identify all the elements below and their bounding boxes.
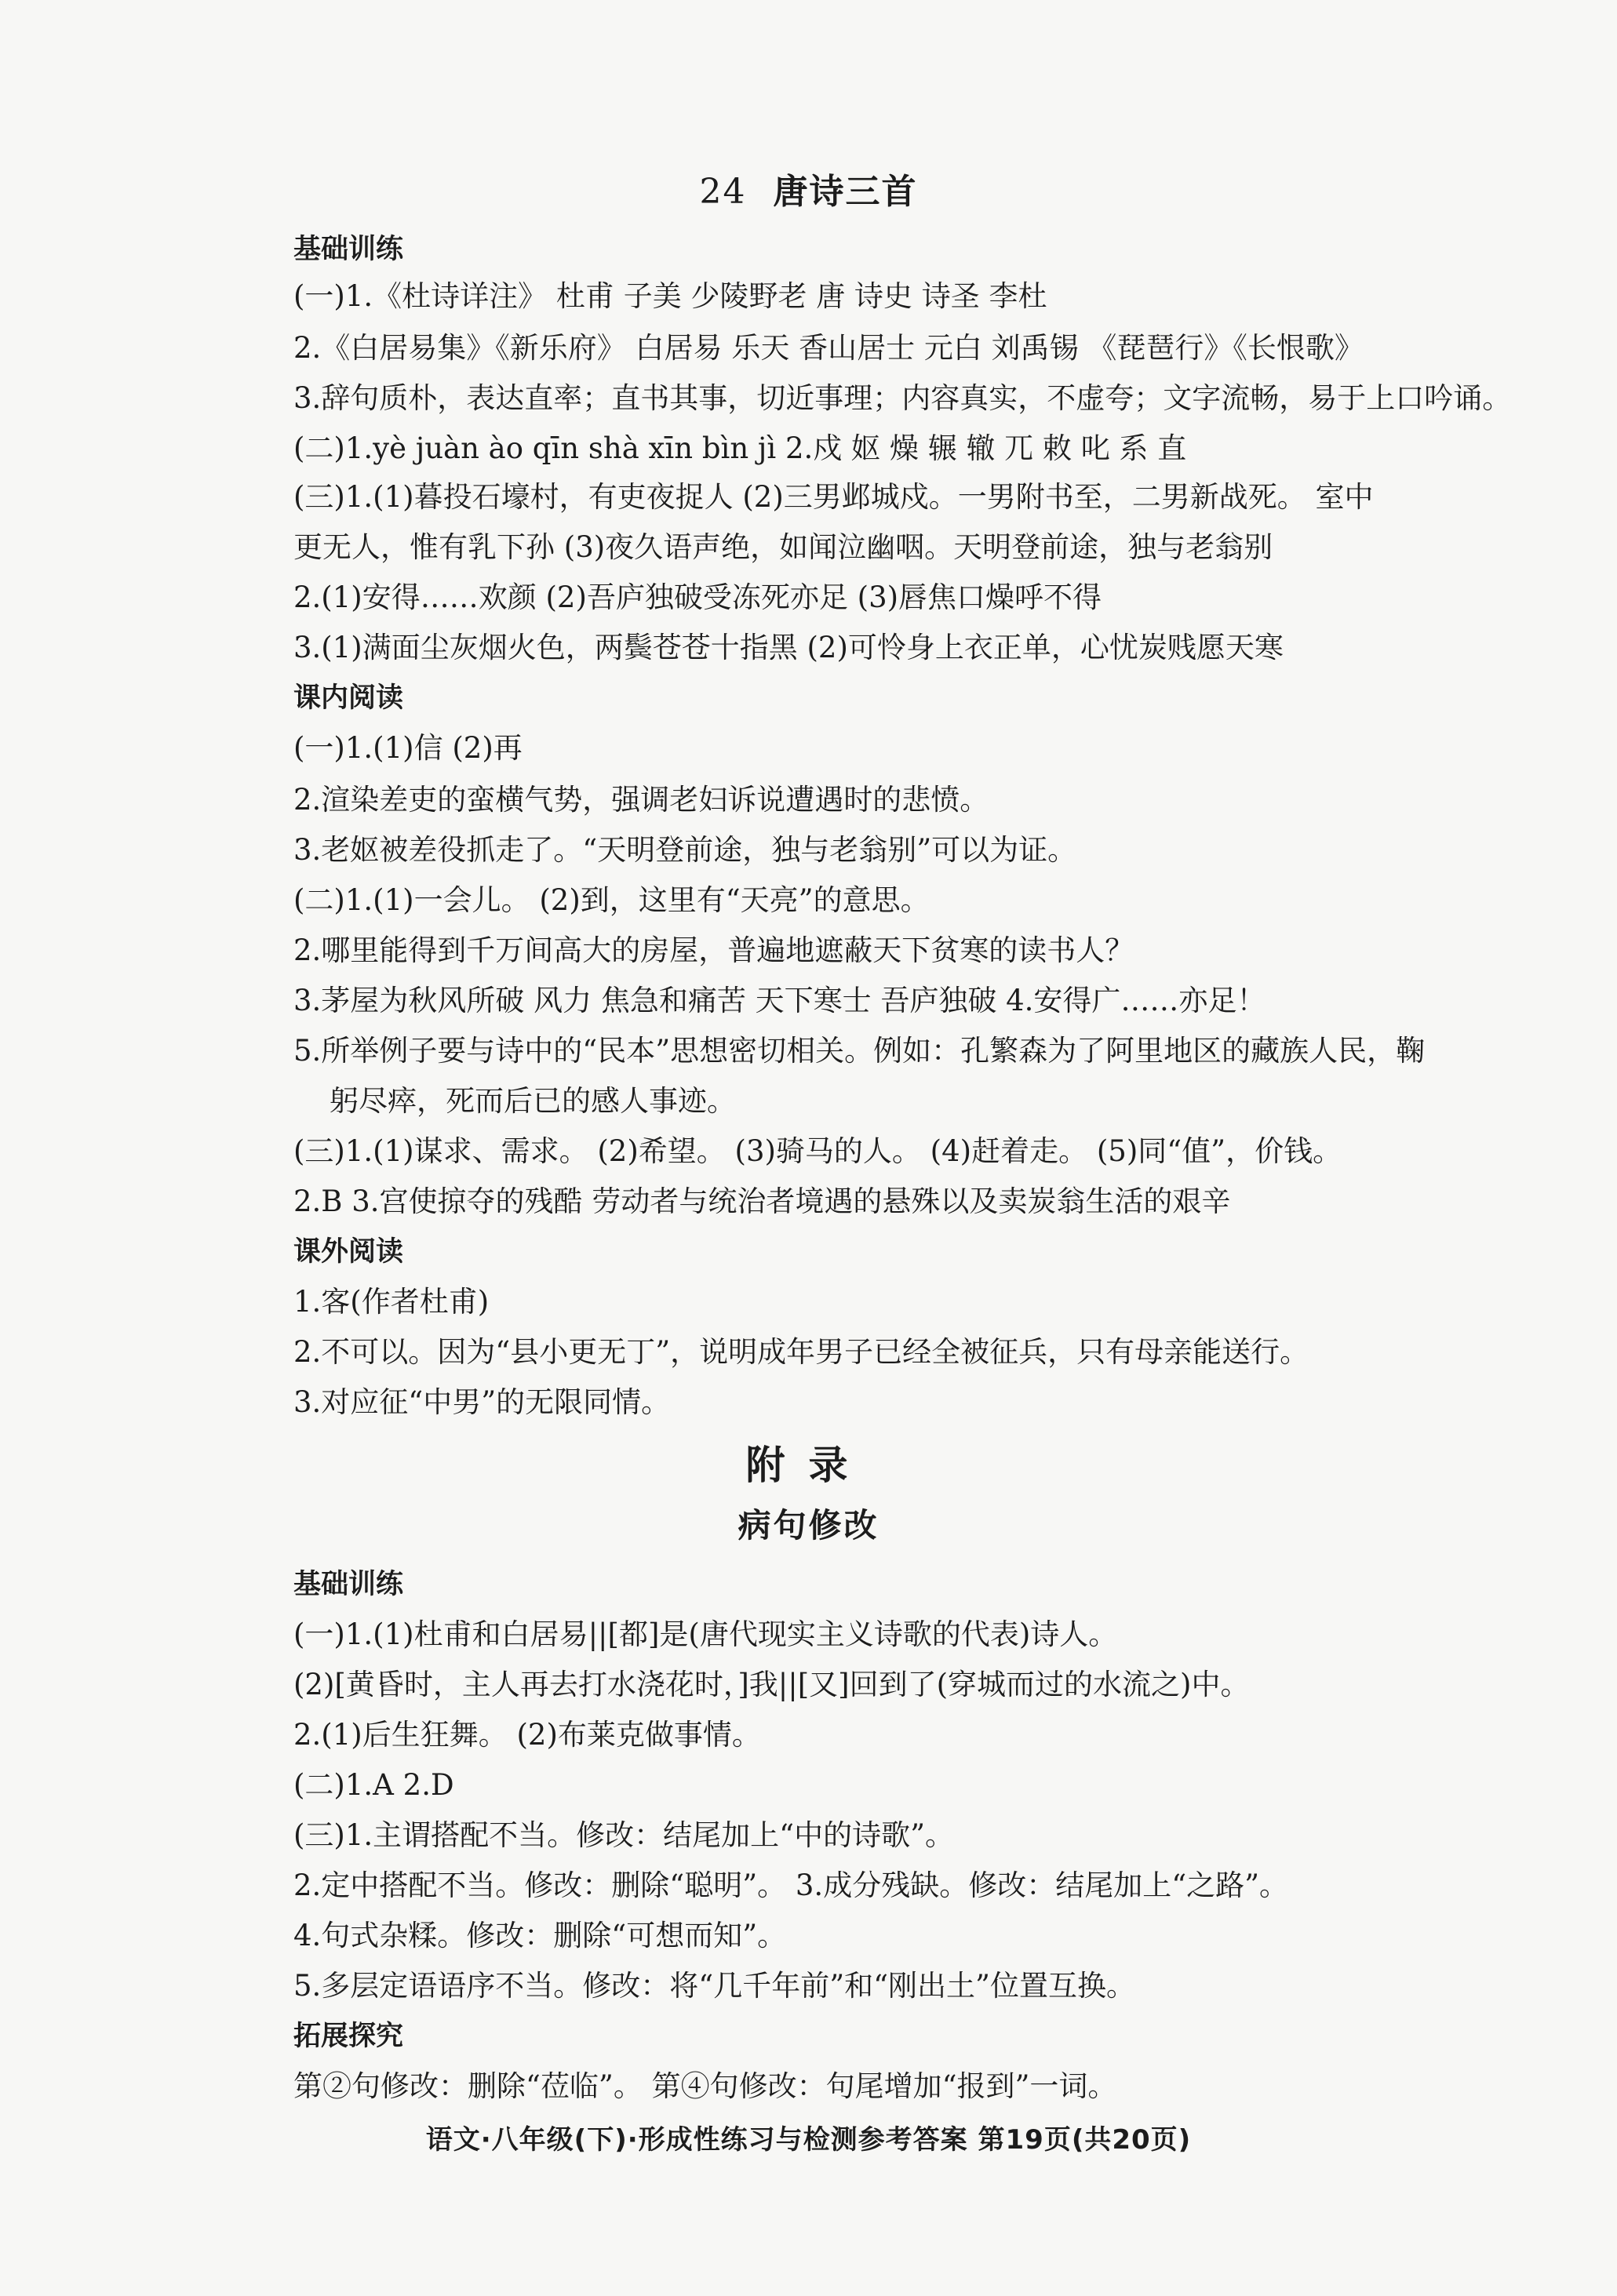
answer-line: 2.《白居易集》《新乐府》 白居易 乐天 香山居士 元白 刘禹锡 《琵琶行》《长恨歌》 <box>293 331 1364 365</box>
answer-line: 2.(1)安得……欢颜 (2)吾庐独破受冻死亦足 (3)唇焦口燥呼不得 <box>293 580 1102 614</box>
appendix-title: 附录 <box>745 1442 872 1488</box>
answer-line: 更无人，惟有乳下孙 (3)夜久语声绝，如闻泣幽咽。天明登前途，独与老翁别 <box>293 530 1273 564</box>
answer-line: (三)1.主谓搭配不当。修改：结尾加上“中的诗歌”。 <box>293 1818 955 1852</box>
answer-line: 3.对应征“中男”的无限同情。 <box>293 1385 671 1419</box>
lesson-name: 唐诗三首 <box>773 172 918 212</box>
answer-line: (二)1.(1)一会儿。 (2)到，这里有“天亮”的意思。 <box>293 883 930 917</box>
section-heading: 课内阅读 <box>293 682 404 714</box>
answer-line: (2)[黄昏时，主人再去打水浇花时，]我||[又]回到了(穿城而过的水流之)中。 <box>293 1668 1250 1701</box>
section-heading: 课外阅读 <box>293 1236 404 1268</box>
answer-line: 第②句修改：删除“莅临”。 第④句修改：句尾增加“报到”一词。 <box>293 2069 1117 2103</box>
page-footer: 语文·八年级(下)·形成性练习与检测参考答案 第19页(共20页) <box>425 2124 1192 2156</box>
answer-line: 5.所举例子要与诗中的“民本”思想密切相关。例如：孔繁森为了阿里地区的藏族人民，鞠 <box>293 1034 1426 1068</box>
answer-line: 2.(1)后生狂舞。 (2)布莱克做事情。 <box>293 1718 761 1752</box>
answer-line: 3.茅屋为秋风所破 风力 焦急和痛苦 天下寒士 吾庐独破 4.安得广……亦足！ <box>293 984 1266 1017</box>
answer-line: 1.客(作者杜甫) <box>293 1285 490 1319</box>
appendix-subtitle: 病句修改 <box>737 1506 880 1545</box>
answer-line: 3.(1)满面尘灰烟火色，两鬓苍苍十指黑 (2)可怜身上衣正单，心忧炭贱愿天寒 <box>293 631 1284 664</box>
answer-line: 2.哪里能得到千万间高大的房屋，普遍地遮蔽天下贫寒的读书人？ <box>293 933 1134 967</box>
answer-line: (一)1.(1)杜甫和白居易||[都]是(唐代现实主义诗歌的代表)诗人。 <box>293 1617 1118 1651</box>
lesson-title <box>0 163 1617 213</box>
answer-line: 2.定中搭配不当。修改：删除“聪明”。 3.成分残缺。修改：结尾加上“之路”。 <box>293 1868 1289 1902</box>
answer-line: 5.多层定语语序不当。修改：将“几千年前”和“刚出土”位置互换。 <box>293 1969 1135 2003</box>
answer-line: 3.老妪被差役抓走了。“天明登前途，独与老翁别”可以为证。 <box>293 833 1077 867</box>
answer-line: (二)1.yè juàn ào qīn shà xīn bìn jì 2.戍 妪 燥 辗 辙 兀 敕 叱 系 直 <box>293 431 1187 465</box>
answer-line: 2.B 3.宫使掠夺的残酷 劳动者与统治者境遇的悬殊以及卖炭翁生活的艰辛 <box>293 1184 1231 1218</box>
section-heading: 基础训练 <box>293 234 404 265</box>
answer-line: 躬尽瘁，死而后已的感人事迹。 <box>330 1084 736 1118</box>
answer-line: 4.句式杂糅。修改：删除“可想而知”。 <box>293 1919 787 1952</box>
answer-line: (三)1.(1)谋求、需求。 (2)希望。 (3)骑马的人。 (4)赶着走。 (5)同“值”，价钱。 <box>293 1134 1342 1168</box>
section-heading: 基础训练 <box>293 1569 404 1600</box>
answer-line: 3.辞句质朴，表达直率；直书其事，切近事理；内容真实，不虚夸；文字流畅，易于上口吟诵。 <box>293 381 1512 415</box>
answer-line: (三)1.(1)暮投石壕村，有吏夜捉人 (2)三男邺城戍。一男附书至，二男新战死。 室中 <box>293 480 1374 514</box>
answer-line: 2.渲染差吏的蛮横气势，强调老妇诉说遭遇时的悲愤。 <box>293 783 989 817</box>
answer-line: (二)1.A 2.D <box>293 1768 454 1802</box>
section-heading: 拓展探究 <box>293 2021 404 2052</box>
answer-line: (一)1.《杜诗详注》 杜甫 子美 少陵野老 唐 诗史 诗圣 李杜 <box>293 279 1047 313</box>
answer-line: 2.不可以。因为“县小更无丁”，说明成年男子已经全被征兵，只有母亲能送行。 <box>293 1335 1309 1369</box>
lesson-number: 24 <box>699 172 747 212</box>
answer-line: (一)1.(1)信 (2)再 <box>293 731 523 765</box>
